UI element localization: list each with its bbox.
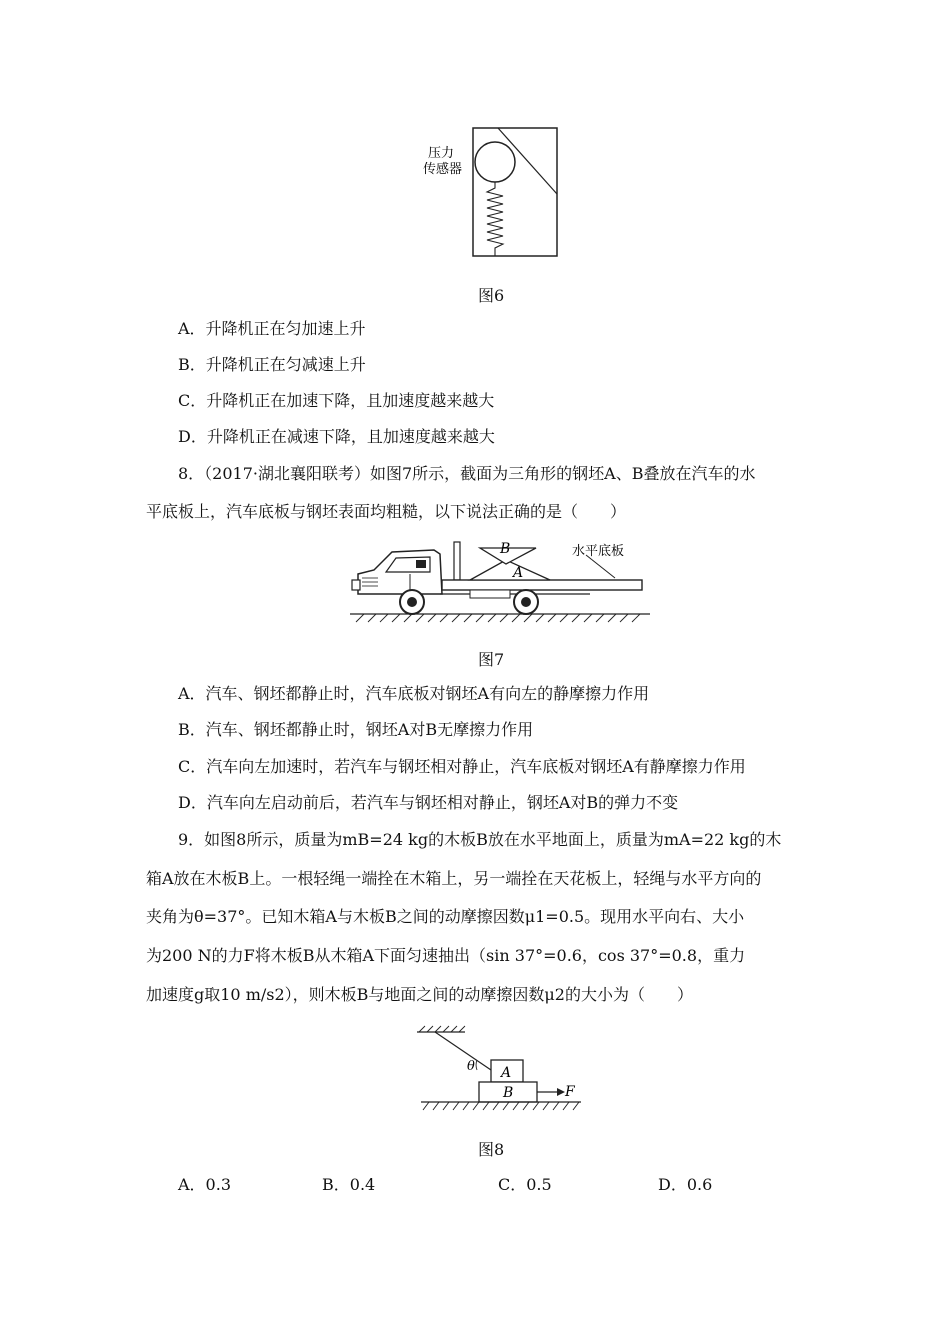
q9-option-b: B．0.4 [322, 1175, 376, 1194]
board-b-label: B [503, 1085, 514, 1101]
q9-option-c: C．0.5 [498, 1175, 552, 1194]
q9-stem-line4: 为200 N的力F将木板B从木箱A下面匀速抽出（sin 37°=0.6，cos 37°=0.8，重力 [146, 946, 746, 965]
floor-label: 水平底板 [572, 544, 625, 559]
figure-7-diagram [350, 530, 650, 630]
q7-option-d: D．升降机正在减速下降，且加速度越来越大 [178, 427, 495, 446]
q9-stem-line3: 夹角为θ=37°。已知木箱A与木板B之间的动摩擦因数μ1=0.5。现用水平向右、大小 [146, 907, 745, 926]
figure-7-caption: 图7 [478, 650, 505, 669]
q7-option-b: B．升降机正在匀减速上升 [178, 355, 366, 374]
pressure-sensor-label-line2: 传感器 [423, 162, 463, 177]
q9-stem-line5: 加速度g取10 m/s2），则木板B与地面之间的动摩擦因数μ2的大小为（ ） [146, 985, 693, 1004]
block-a-label: A [513, 565, 524, 581]
figure-8-diagram [415, 1024, 585, 1112]
q8-option-a: A．汽车、钢坯都静止时，汽车底板对钢坯A有向左的静摩擦力作用 [178, 684, 650, 703]
figure-8-caption: 图8 [478, 1140, 505, 1159]
figure-7 [350, 530, 650, 630]
figure-6-diagram [420, 120, 570, 260]
pressure-sensor-label-line1: 压力 [428, 146, 455, 161]
q8-option-b: B．汽车、钢坯都静止时，钢坯A对B无摩擦力作用 [178, 720, 534, 739]
force-f-label: F [565, 1084, 575, 1100]
q9-stem-line1: 9．如图8所示，质量为mB=24 kg的木板B放在水平地面上，质量为mA=22 kg的木 [178, 830, 782, 849]
q9-option-d: D．0.6 [658, 1175, 713, 1194]
box-a-label: A [501, 1065, 512, 1081]
q8-stem-line2: 平底板上，汽车底板与钢坯表面均粗糙，以下说法正确的是（ ） [146, 502, 627, 521]
q8-stem-line1: 8．（2017·湖北襄阳联考）如图7所示，截面为三角形的钢坯A、B叠放在汽车的水 [178, 464, 756, 483]
q8-option-d: D．汽车向左启动前后，若汽车与钢坯相对静止，钢坯A对B的弹力不变 [178, 793, 679, 812]
q9-option-a: A．0.3 [178, 1175, 232, 1194]
q8-option-c: C．汽车向左加速时，若汽车与钢坯相对静止，汽车底板对钢坯A有静摩擦力作用 [178, 757, 746, 776]
figure-6 [420, 120, 570, 260]
block-b-label: B [500, 541, 511, 557]
figure-8 [415, 1024, 585, 1112]
theta-label: θ [467, 1059, 475, 1074]
figure-6-caption: 图6 [478, 286, 505, 305]
q7-option-a: A．升降机正在匀加速上升 [178, 319, 366, 338]
q9-stem-line2: 箱A放在木板B上。一根轻绳一端拴在木箱上，另一端拴在天花板上，轻绳与水平方向的 [146, 869, 762, 888]
q7-option-c: C．升降机正在加速下降，且加速度越来越大 [178, 391, 495, 410]
